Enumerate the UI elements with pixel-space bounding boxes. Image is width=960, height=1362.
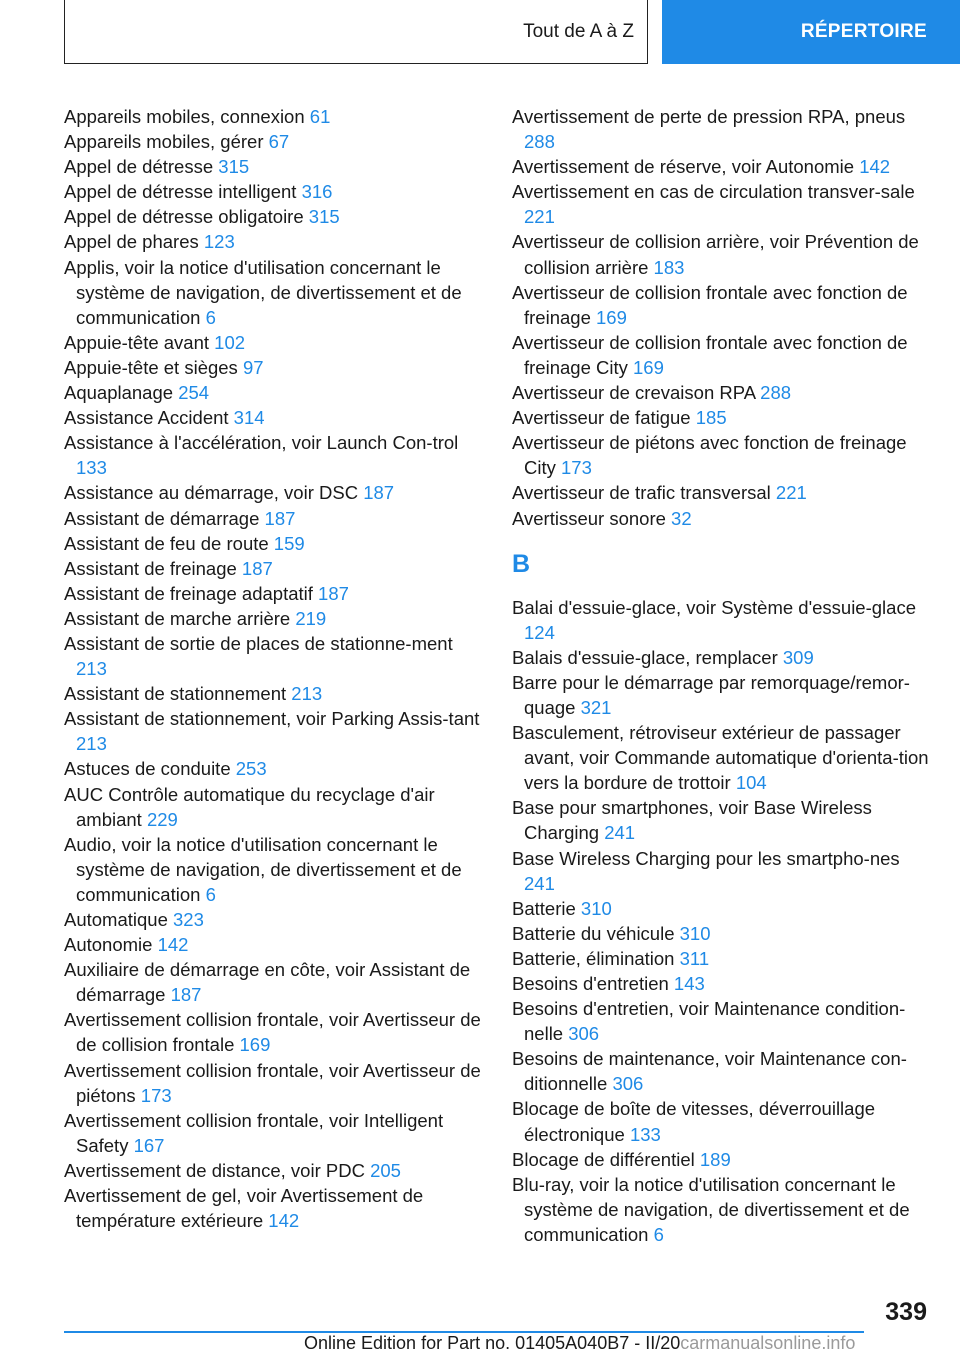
entry-text: Assistance à l'accélération, voir Launch Con-trol: [64, 432, 459, 454]
footer: [304, 1333, 855, 1354]
entry-page-link[interactable]: 309: [782, 646, 814, 668]
index-entry: [64, 154, 484, 179]
footer-watermark: carmanualsonline.info: [680, 1333, 856, 1353]
index-entry: [512, 430, 932, 480]
index-entry: [64, 430, 484, 480]
entry-page-link[interactable]: 310: [580, 897, 612, 919]
index-entry: [64, 907, 484, 932]
index-entry: [64, 204, 484, 229]
entry-text: Base pour smartphones, voir Base Wireless Charging: [512, 797, 872, 844]
index-entry: [64, 1007, 484, 1057]
entry-text: Avertissement en cas de circulation transver-sale: [512, 181, 915, 203]
header-chapter-tab[interactable]: [662, 0, 960, 64]
entry-page-link[interactable]: 314: [233, 407, 265, 429]
index-entry: [512, 179, 932, 229]
entry-text: Besoins de maintenance, voir Maintenance con-ditionnelle: [512, 1048, 907, 1095]
entry-page-link[interactable]: 187: [363, 482, 395, 504]
entry-text: Automatique: [64, 909, 168, 930]
entry-page-link[interactable]: 254: [178, 382, 210, 404]
entry-text: Assistance Accident: [64, 407, 229, 429]
entry-text: Appuie-tête et sièges: [64, 356, 238, 378]
entry-text: Blocage de boîte de vitesses, déverrouillage électronique: [512, 1098, 876, 1145]
index-group-b: [512, 595, 932, 1247]
entry-text: Appel de détresse intelligent: [64, 181, 297, 203]
header-section-tab[interactable]: [64, 0, 648, 64]
index-entry: [64, 756, 484, 781]
entry-text: Assistant de stationnement, voir Parking Assis-tant: [64, 708, 480, 730]
index-entry: [64, 531, 484, 556]
entry-text: Audio, voir la notice d'utilisation concernant le système de navigation, de divertissement et de communication: [64, 833, 462, 905]
entry-page-link[interactable]: 241: [524, 872, 555, 894]
entry-text: Blocage de différentiel: [512, 1148, 695, 1170]
index-entry: [64, 355, 484, 380]
entry-page-link[interactable]: 169: [596, 306, 627, 328]
index-entry: [512, 405, 932, 430]
entry-page-link[interactable]: 185: [695, 407, 727, 429]
index-entry: [64, 631, 484, 681]
entry-text: Avertissement collision frontale, voir Intelligent Safety: [64, 1109, 444, 1156]
index-entry: [64, 832, 484, 907]
entry-page-link[interactable]: 61: [309, 106, 331, 127]
index-entry: [64, 129, 484, 154]
entry-text: Autonomie: [64, 934, 153, 956]
entry-page-link[interactable]: 213: [76, 733, 107, 755]
entry-text: Batterie, élimination: [512, 947, 675, 969]
index-entry: [512, 645, 932, 670]
entry-text: Avertisseur de collision arrière, voir Prévention de collision arrière: [512, 231, 919, 278]
index-entry: [512, 996, 932, 1046]
entry-text: Assistant de sortie de places de stationne-ment: [64, 632, 453, 654]
index-entry: [64, 1183, 484, 1233]
entry-text: Assistant de freinage adaptatif: [64, 582, 313, 604]
index-entry: [64, 380, 484, 405]
entry-page-link[interactable]: 159: [273, 532, 305, 554]
entry-text: Balais d'essuie-glace, remplacer: [512, 646, 778, 668]
entry-text: Assistance au démarrage, voir DSC: [64, 482, 359, 504]
index-entry: [512, 846, 932, 896]
index-entry: [512, 971, 932, 996]
header-section-label: Tout de A à Z: [523, 20, 634, 42]
entry-text: Balai d'essuie-glace, voir Système d'essuie-glace: [512, 596, 916, 618]
entry-page-link[interactable]: 323: [173, 909, 204, 930]
entry-text: Applis, voir la notice d'utilisation concernant le système de navigation, de divertissement et de communication: [64, 256, 462, 328]
entry-text: Assistant de marche arrière: [64, 607, 291, 629]
entry-text: Assistant de démarrage: [64, 507, 260, 529]
index-entry: [64, 255, 484, 330]
entry-text: Auxiliaire de démarrage en côte, voir Assistant de démarrage: [64, 959, 471, 1006]
entry-page-link[interactable]: 187: [264, 507, 296, 529]
entry-page-link[interactable]: 187: [318, 582, 349, 604]
entry-page-link[interactable]: 315: [308, 206, 340, 228]
entry-page-link[interactable]: 321: [580, 696, 612, 718]
entry-text: Avertisseur sonore: [512, 507, 666, 529]
index-entry: [512, 1046, 932, 1096]
index-entry: [512, 946, 932, 971]
index-entry: [512, 480, 932, 505]
entry-text: Appareils mobiles, gérer: [64, 131, 264, 153]
index-entry: [512, 670, 932, 720]
entry-page-link[interactable]: 173: [140, 1084, 172, 1106]
entry-text: Avertissement collision frontale, voir Avertisseur de de collision frontale: [64, 1009, 481, 1056]
entry-text: Aquaplanage: [64, 382, 174, 404]
entry-text: Avertissement de réserve, voir Autonomie: [512, 156, 855, 178]
index-entry: [64, 606, 484, 631]
entry-page-link[interactable]: 167: [133, 1134, 165, 1156]
index-group-a: [512, 104, 932, 531]
index-entry: [512, 154, 932, 179]
entry-text: Appel de détresse obligatoire: [64, 206, 304, 228]
index-entry: [512, 380, 932, 405]
entry-text: Appel de phares: [64, 231, 199, 253]
entry-page-link[interactable]: 6: [653, 1223, 664, 1245]
entry-page-link[interactable]: 32: [671, 507, 692, 529]
index-entry: [512, 896, 932, 921]
header-chapter-label: RÉPERTOIRE: [800, 21, 927, 42]
entry-page-link[interactable]: 124: [524, 621, 555, 643]
index-entry: [64, 706, 484, 756]
index-entry: [64, 330, 484, 355]
index-entry: [64, 782, 484, 832]
entry-page-link[interactable]: 169: [633, 356, 664, 378]
index-column-left: [64, 104, 484, 1233]
index-entry: [512, 1147, 932, 1172]
index-entry: [64, 1158, 484, 1183]
index-entry: [64, 556, 484, 581]
entry-text: Appuie-tête avant: [64, 331, 210, 353]
entry-page-link[interactable]: 310: [679, 922, 711, 944]
entry-page-link[interactable]: 229: [146, 808, 178, 830]
index-entry: [64, 957, 484, 1007]
entry-page-link[interactable]: 6: [205, 306, 216, 328]
entry-text: Assistant de freinage: [64, 557, 237, 579]
entry-text: Avertisseur de piétons avec fonction de freinage City: [512, 432, 907, 479]
index-entry: [512, 280, 932, 330]
entry-text: Avertisseur de trafic transversal: [512, 482, 771, 504]
entry-text: Blu-ray, voir la notice d'utilisation concernant le système de navigation, de divertissement et de communication: [512, 1173, 910, 1245]
entry-page-link[interactable]: 189: [699, 1148, 731, 1170]
entry-page-link[interactable]: 315: [218, 156, 250, 178]
index-entry: [64, 405, 484, 430]
index-entry: [64, 480, 484, 505]
entry-page-link[interactable]: 288: [524, 131, 555, 153]
entry-text: Astuces de conduite: [64, 758, 231, 780]
entry-text: Batterie du véhicule: [512, 922, 675, 944]
entry-text: Besoins d'entretien: [512, 973, 669, 994]
entry-page-link[interactable]: 205: [370, 1159, 401, 1181]
entry-text: Basculement, rétroviseur extérieur de passager avant, voir Commande automatique d'orienta-tion vers la bordure de trottoir: [512, 722, 929, 794]
entry-text: Appel de détresse: [64, 156, 214, 178]
index-entry: [64, 104, 484, 129]
index-entry: [64, 506, 484, 531]
entry-page-link[interactable]: 169: [239, 1034, 271, 1056]
entry-text: Avertissement de distance, voir PDC: [64, 1159, 365, 1181]
entry-page-link[interactable]: 311: [679, 947, 710, 969]
entry-text: Avertisseur de collision frontale avec fonction de freinage: [512, 281, 908, 328]
index-entry: [64, 581, 484, 606]
entry-text: Barre pour le démarrage par remorquage/remor-quage: [512, 671, 910, 718]
entry-page-link[interactable]: 187: [170, 984, 202, 1006]
entry-page-link[interactable]: 123: [203, 231, 235, 253]
entry-page-link[interactable]: 97: [242, 356, 264, 378]
entry-page-link[interactable]: 213: [291, 683, 323, 705]
entry-page-link[interactable]: 67: [268, 131, 290, 153]
entry-page-link[interactable]: 253: [235, 758, 267, 780]
entry-page-link[interactable]: 221: [775, 482, 807, 504]
entry-text: Assistant de feu de route: [64, 532, 269, 554]
entry-page-link[interactable]: 133: [76, 457, 107, 479]
index-entry: [512, 229, 932, 279]
entry-page-link[interactable]: 142: [268, 1210, 300, 1232]
entry-page-link[interactable]: 102: [214, 331, 246, 353]
index-entry: [64, 1058, 484, 1108]
entry-page-link[interactable]: 183: [653, 256, 685, 278]
footer-edition: Online Edition for Part no. 01405A040B7 - II/20: [304, 1333, 681, 1353]
entry-text: Avertissement de perte de pression RPA, pneus: [512, 106, 906, 127]
entry-text: Appareils mobiles, connexion: [64, 106, 305, 127]
section-letter: B: [512, 549, 531, 578]
entry-text: Besoins d'entretien, voir Maintenance condition-nelle: [512, 998, 906, 1045]
index-entry: [64, 1108, 484, 1158]
entry-page-link[interactable]: 173: [561, 457, 592, 479]
entry-page-link[interactable]: 142: [157, 934, 189, 956]
index-entry: [64, 681, 484, 706]
index-entry: [512, 506, 932, 531]
entry-page-link[interactable]: 316: [301, 181, 333, 203]
index-entry: [64, 179, 484, 204]
entry-text: Base Wireless Charging pour les smartpho-nes: [512, 847, 900, 869]
entry-page-link[interactable]: 241: [604, 822, 636, 844]
entry-text: Assistant de stationnement: [64, 683, 287, 705]
index-entry: [512, 330, 932, 380]
index-entry: [512, 104, 932, 154]
entry-page-link[interactable]: 142: [859, 156, 891, 178]
index-entry: [512, 1172, 932, 1247]
page-number: 339: [885, 1298, 927, 1326]
entry-text: Avertisseur de crevaison RPA: [512, 382, 756, 404]
index-entry: [64, 932, 484, 957]
entry-page-link[interactable]: 104: [735, 772, 767, 794]
index-entry: [512, 921, 932, 946]
entry-text: AUC Contrôle automatique du recyclage d'air ambiant: [64, 783, 435, 830]
index-entry: [64, 229, 484, 254]
index-entry: [512, 595, 932, 645]
index-column-right: [512, 104, 932, 1247]
entry-page-link[interactable]: 213: [76, 658, 107, 680]
entry-page-link[interactable]: 288: [760, 382, 792, 404]
entry-page-link[interactable]: 187: [241, 557, 273, 579]
index-entry: [512, 1096, 932, 1146]
index-entry: [512, 720, 932, 795]
entry-page-link[interactable]: 219: [295, 607, 327, 629]
entry-text: Avertissement collision frontale, voir Avertisseur de piétons: [64, 1059, 481, 1106]
entry-page-link[interactable]: 6: [205, 883, 216, 905]
entry-page-link[interactable]: 133: [629, 1123, 661, 1145]
entry-text: Avertisseur de collision frontale avec fonction de freinage City: [512, 331, 908, 378]
entry-page-link[interactable]: 306: [612, 1073, 644, 1095]
entry-page-link[interactable]: 143: [673, 973, 705, 994]
entry-text: Avertissement de gel, voir Avertissement de température extérieure: [64, 1185, 424, 1232]
entry-text: Avertisseur de fatigue: [512, 407, 691, 429]
entry-text: Batterie: [512, 897, 576, 919]
entry-page-link[interactable]: 306: [568, 1023, 600, 1045]
entry-page-link[interactable]: 221: [524, 206, 555, 228]
index-entry: [512, 795, 932, 845]
